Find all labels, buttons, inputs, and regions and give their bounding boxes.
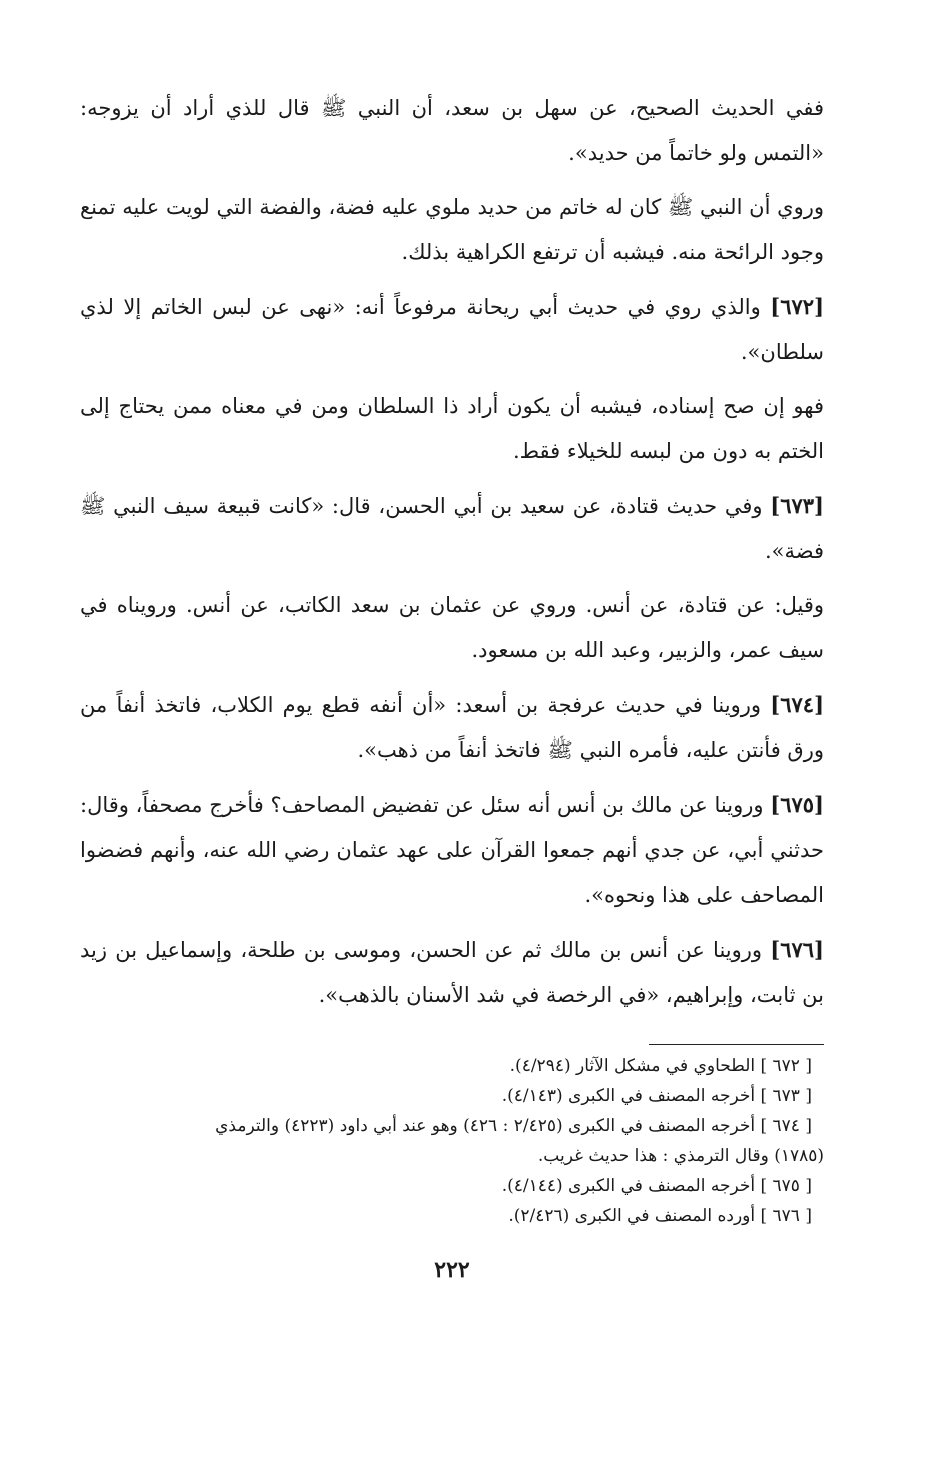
hadith-number: [٦٧٦] [770,937,824,962]
footnote-separator [80,1044,824,1045]
paragraph-2: وروي أن النبي ﷺ كان له خاتم من حديد ملوي عليه فضة، والفضة التي لويت عليه تمنع وجود الرائحة منه. فيشبه أن ترتفع الكراهية بذلك. [80,195,824,264]
paragraph-1: ففي الحديث الصحيح، عن سهل بن سعد، أن النبي ﷺ قال للذي أراد أن يزوجه: «التمس ولو خاتماً من حديد». [80,96,824,165]
hadith-number: [٦٧٥] [770,792,824,817]
footnote-675: [ ٦٧٥ ] أخرجه المصنف في الكبرى (٤/١٤٤). [501,1176,812,1196]
paragraph-675: [٦٧٥] وروينا عن مالك بن أنس أنه سئل عن تفضيض المصاحف؟ فأخرج مصحفاً، وقال: حدثني أبي، عن جدي أنهم جمعوا القرآن على عهد عثمان رضي الله عنه، وأنهم فضضوا المصاحف على هذا ونحوه». [80,792,824,907]
paragraph-673: [٦٧٣] وفي حديث قتادة، عن سعيد بن أبي الحسن، قال: «كانت قبيعة سيف النبي ﷺ فضة». [80,493,824,563]
paragraph-674: [٦٧٤] وروينا في حديث عرفجة بن أسعد: «أن أنفه قطع يوم الكلاب، فاتخذ أنفاً من ورق فأنتن عليه، فأمره النبي ﷺ فاتخذ أنفاً من ذهب». [80,692,824,762]
book-page [80,86,824,1283]
hadith-number: [٦٧٤] [770,692,824,717]
footnote-672: [ ٦٧٢ ] الطحاوي في مشكل الآثار (٤/٢٩٤). [509,1056,812,1076]
main-text [80,86,824,1018]
hadith-number: [٦٧٣] [770,493,824,518]
separator-line [649,1044,824,1045]
footnote-674: [ ٦٧٤ ] أخرجه المصنف في الكبرى (٢/٤٢٥ : ٤٢٦) وهو عند أبي داود (٤٢٢٣) والترمذي [215,1116,812,1136]
paragraph-676: [٦٧٦] وروينا عن أنس بن مالك ثم عن الحسن، وموسى بن طلحة، وإسماعيل بن زيد بن ثابت، وإبراهيم، «في الرخصة في شد الأسنان بالذهب». [80,937,824,1007]
footnote-676: [ ٦٧٦ ] أورده المصنف في الكبرى (٢/٤٢٦). [508,1206,812,1226]
hadith-number: [٦٧٢] [770,294,825,319]
footnotes [80,1051,824,1231]
footnote-674-continued: (١٧٨٥) وقال الترمذي : هذا حديث غريب. [537,1146,824,1166]
paragraph-672: [٦٧٢] والذي روي في حديث أبي ريحانة مرفوعاً أنه: «نهى عن لبس الخاتم إلا لذي سلطان». [80,294,825,364]
paragraph-6: وقيل: عن قتادة، عن أنس. وروي عن عثمان بن سعد الكاتب، عن أنس. ورويناه في سيف عمر، والزبير، وعبد الله بن مسعود. [80,593,824,662]
paragraph-4: فهو إن صح إسناده، فيشبه أن يكون أراد ذا السلطان ومن في معناه ممن يحتاج إلى الختم به دون من لبسه للخيلاء فقط. [80,394,824,463]
page-number: ٢٢٢ [434,1257,470,1283]
footnote-673: [ ٦٧٣ ] أخرجه المصنف في الكبرى (٤/١٤٣). [501,1086,812,1106]
